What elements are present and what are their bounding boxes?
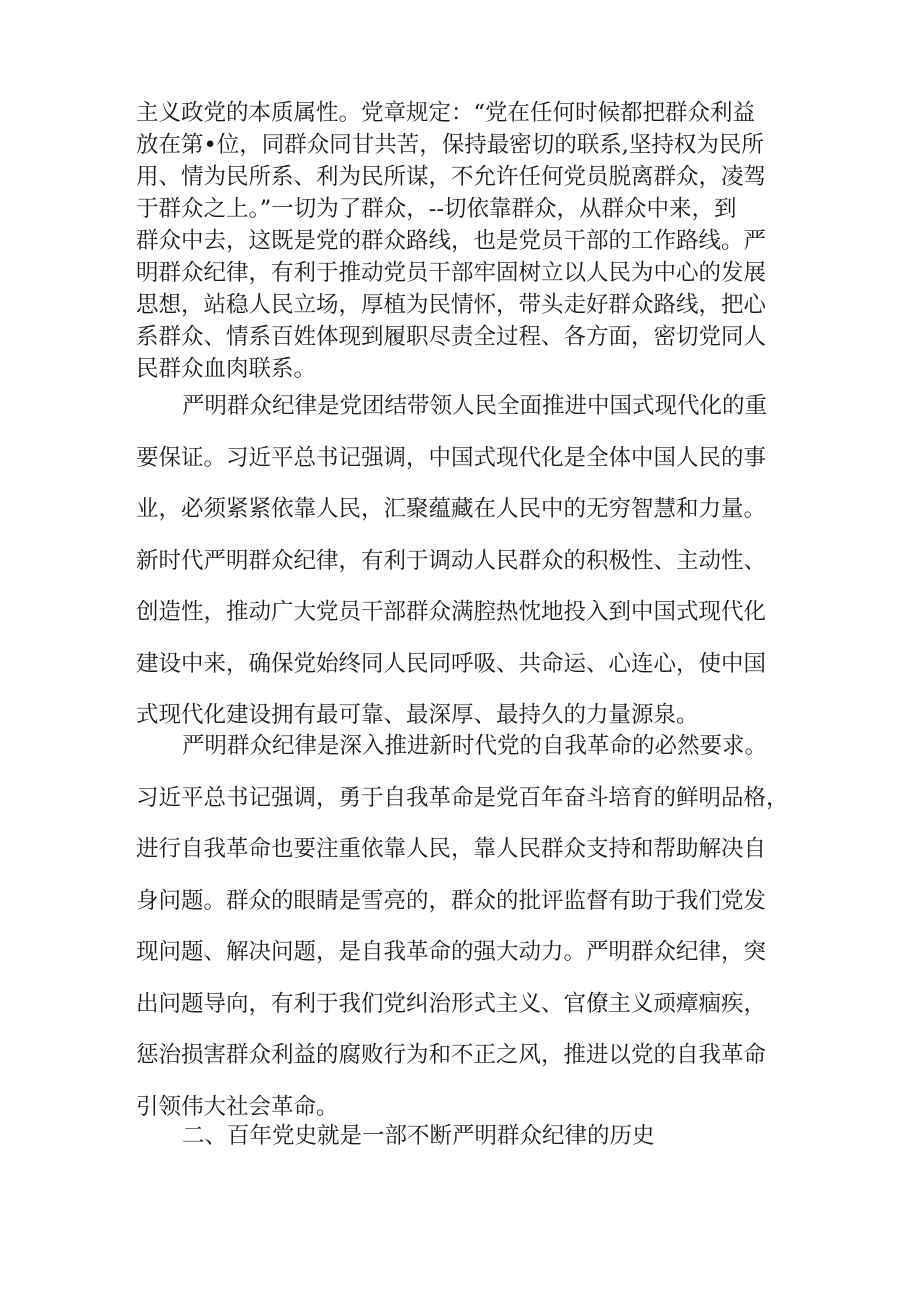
paragraph-line: 建设中来，确保党始终同人民同呼吸、共命运、心连心，使中国 [136,650,767,677]
paragraph-line: 出问题导向，有利于我们党纠治形式主义、官僚主义顽瘴痼疾， [136,990,767,1017]
paragraph-line: 于群众之上。”一切为了群众，--切依靠群众，从群众中来，到 [136,196,737,222]
paragraph-line: 群众中去，这既是党的群众路线，也是党员干部的工作路线。严 [136,228,767,254]
paragraph-line: 惩治损害群众利益的腐败行为和不正之风，推进以党的自我革命 [136,1042,767,1068]
paragraph-line: 进行自我革命也要注重依靠人民，靠人民群众支持和帮助解决自 [136,836,767,862]
paragraph-line: 放在第•位，同群众同甘共苦，保持最密切的联系,坚持权为民所 [136,132,764,158]
paragraph-line: 主义政党的本质属性。党章规定：“党在任何时候都把群众利益 [136,100,756,126]
paragraph-line: 严明群众纪律是深入推进新时代党的自我革命的必然要求。 [182,733,768,759]
paragraph-3 [136,721,796,1133]
paragraph-2 [136,381,796,742]
paragraph-line: 创造性，推动广大党员干部群众满腔热忱地投入到中国式现代化 [136,599,767,625]
paragraph-line: 身问题。群众的眼睛是雪亮的，群众的批评监督有助于我们党发 [136,887,767,914]
section-heading [136,1111,796,1163]
paragraph-line: 式现代化建设拥有最可靠、最深厚、最持久的力量源泉。 [136,702,699,728]
paragraph-line: 用、情为民所系、利为民所谋，不允许任何党员脱离群众，凌驾 [136,164,767,190]
section-heading-text: 二、百年党史就是一部不断严明群众纪律的历史 [182,1123,655,1149]
paragraph-line: 引领伟大社会革命。 [136,1093,339,1120]
paragraph-line: 明群众纪律，有利于推动党员干部牢固树立以人民为中心的发展 [136,260,767,286]
paragraph-line: 严明群众纪律是党团结带领人民全面推进中国式现代化的重 [182,393,768,419]
paragraph-line: 新时代严明群众纪律，有利于调动人民群众的积极性、主动性、 [136,547,767,574]
paragraph-line: 现问题、解决问题，是自我革命的强大动力。严明群众纪律，突 [136,939,767,965]
paragraph-line: 习近平总书记强调，勇于自我革命是党百年奋斗培育的鲜明品格， [136,784,789,811]
paragraph-1 [136,97,796,385]
paragraph-line: 要保证。习近平总书记强调，中国式现代化是全体中国人民的事 [136,444,767,471]
paragraph-line: 民群众血肉联系。 [136,356,317,382]
paragraph-line: 系群众、情系百姓体现到履职尽责全过程、各方面，密切党同人 [136,324,767,350]
paragraph-line: 业，必须紧紧依靠人民，汇聚蕴藏在人民中的无穷智慧和力量。 [136,496,767,522]
paragraph-line: 思想，站稳人民立场，厚植为民情怀，带头走好群众路线，把心 [136,292,767,318]
